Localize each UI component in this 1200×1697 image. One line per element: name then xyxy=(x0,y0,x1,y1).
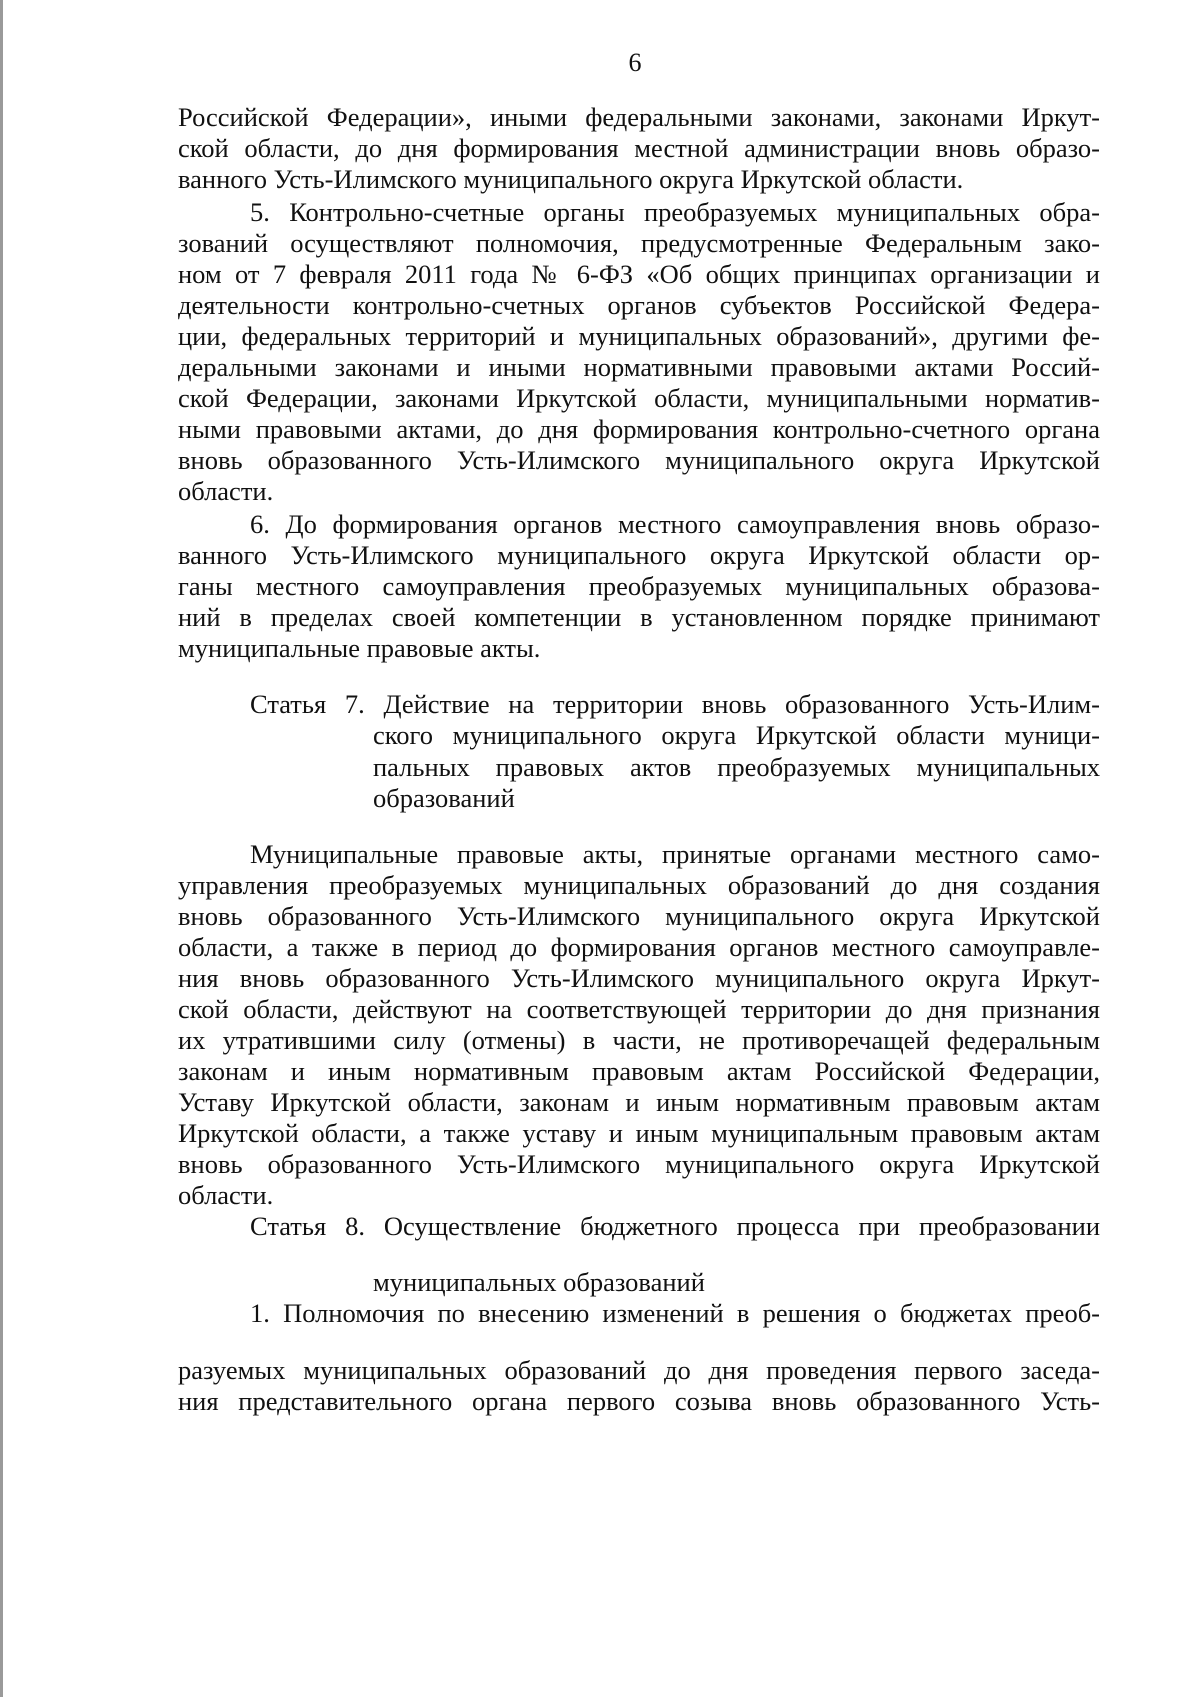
body-text-line: деральными законами и иными нормативными правовыми актами Россий- xyxy=(178,352,1100,382)
body-text-line: разуемых муниципальных образований до дня проведения первого заседа- xyxy=(178,1355,1100,1385)
article-heading-line: ского муниципального округа Иркутской области муници- xyxy=(373,720,1100,750)
body-text-line: 6. До формирования органов местного самоуправления вновь образо- xyxy=(250,509,1100,539)
body-text-line: Иркутской области, а также уставу и иным муниципальным правовым актам xyxy=(178,1118,1100,1148)
body-text-line: зований осуществляют полномочия, предусмотренные Федеральным зако- xyxy=(178,228,1100,258)
body-text-line: 5. Контрольно-счетные органы преобразуемых муниципальных обра- xyxy=(250,197,1100,227)
body-text-line: законам и иным нормативным правовым актам Российской Федерации, xyxy=(178,1056,1100,1086)
article-heading-line: пальных правовых актов преобразуемых муниципальных xyxy=(373,752,1100,782)
body-text-line: ции, федеральных территорий и муниципальных образований», другими фе- xyxy=(178,321,1100,351)
body-text-line: ванного Усть-Илимского муниципального округа Иркутской области ор- xyxy=(178,540,1100,570)
body-text-line: ской области, до дня формирования местной администрации вновь образо- xyxy=(178,133,1100,163)
body-text-line: деятельности контрольно-счетных органов субъектов Российской Федера- xyxy=(178,290,1100,320)
body-text-line: ванного Усть-Илимского муниципального округа Иркутской области. xyxy=(178,164,964,194)
body-text-line: вновь образованного Усть-Илимского муниципального округа Иркутской xyxy=(178,445,1100,475)
article-heading-line: муниципальных образований xyxy=(373,1267,705,1297)
body-text-line: области. xyxy=(178,1180,274,1210)
article-heading-line: образований xyxy=(373,783,515,813)
body-text-line: ской Федерации, законами Иркутской области, муниципальными норматив- xyxy=(178,383,1100,413)
body-text-line: вновь образованного Усть-Илимского муниципального округа Иркутской xyxy=(178,901,1100,931)
article-heading-line: Статья 8. Осуществление бюджетного процесса при преобразовании xyxy=(250,1211,1100,1241)
body-text-line: муниципальные правовые акты. xyxy=(178,633,541,663)
body-text-line: Российской Федерации», иными федеральными законами, законами Иркут- xyxy=(178,102,1100,132)
body-text-line: ными правовыми актами, до дня формирования контрольно-счетного органа xyxy=(178,414,1100,444)
body-text-line: вновь образованного Усть-Илимского муниципального округа Иркутской xyxy=(178,1149,1100,1179)
body-text-line: области, а также в период до формирования органов местного самоуправле- xyxy=(178,932,1100,962)
body-text-line: ний в пределах своей компетенции в установленном порядке принимают xyxy=(178,602,1100,632)
body-text-line: ния представительного органа первого созыва вновь образованного Усть- xyxy=(178,1386,1100,1416)
body-text-line: ния вновь образованного Усть-Илимского муниципального округа Иркут- xyxy=(178,963,1100,993)
page-number: 6 xyxy=(628,48,642,77)
body-text-line: Муниципальные правовые акты, принятые органами местного само- xyxy=(250,839,1100,869)
body-text-line: ганы местного самоуправления преобразуемых муниципальных образова- xyxy=(178,571,1100,601)
body-text-line: ской области, действуют на соответствующей территории до дня признания xyxy=(178,994,1100,1024)
body-text-line: 1. Полномочия по внесению изменений в решения о бюджетах преоб- xyxy=(250,1298,1100,1328)
body-text-line: области. xyxy=(178,476,274,506)
body-text-line: ном от 7 февраля 2011 года № 6-ФЗ «Об общих принципах организации и xyxy=(178,259,1100,289)
body-text-line: управления преобразуемых муниципальных образований до дня создания xyxy=(178,870,1100,900)
body-text-line: Уставу Иркутской области, законам и иным нормативным правовым актам xyxy=(178,1087,1100,1117)
article-heading-line: Статья 7. Действие на территории вновь образованного Усть-Илим- xyxy=(250,689,1100,719)
body-text-line: их утратившими силу (отмены) в части, не противоречащей федеральным xyxy=(178,1025,1100,1055)
